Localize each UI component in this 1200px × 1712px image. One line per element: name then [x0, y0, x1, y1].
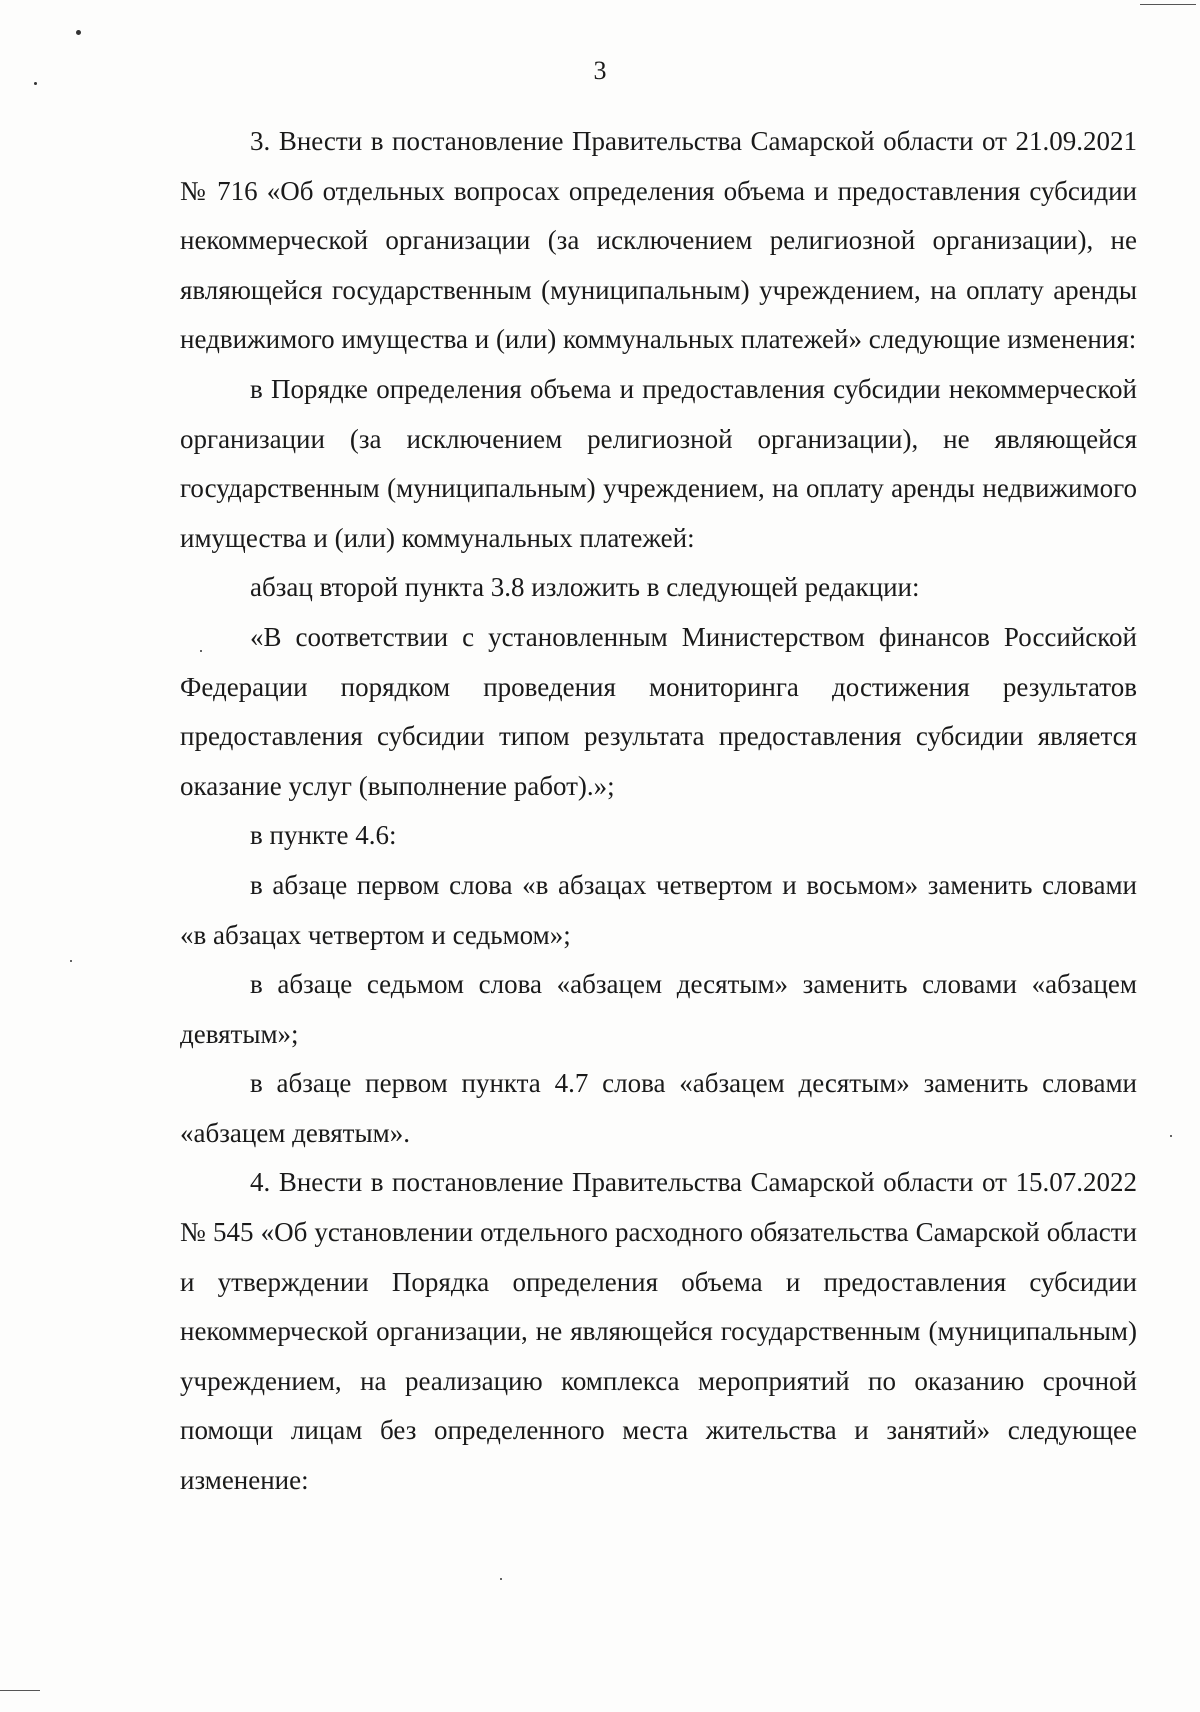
paragraph-clause-4-6: в пункте 4.6:	[250, 820, 397, 851]
paragraph-clause-4-7: в абзаце первом пункта 4.7 слова «абзацем десятым» заменить словами «абзацем девятым».	[180, 1068, 1137, 1148]
paragraph-first-subclause: в абзаце первом слова «в абзацах четвертом и восьмом» заменить словами «в абзацах четвертом и седьмом»;	[180, 869, 1137, 950]
scan-speck	[34, 82, 37, 85]
document-body	[180, 117, 1137, 1506]
paragraph-seventh-subclause: в абзаце седьмом слова «абзацем десятым» заменить словами «абзацем девятым»;	[180, 969, 1137, 1049]
scan-speck	[1170, 1135, 1172, 1137]
paragraph-item-3: 3. Внести в постановление Правительства Самарской области от 21.09.2021 № 716 «Об отдельных вопросах определения объема и предоставления субсидии некоммерческой организации (за исключением религиозной организации), не являющейся государственным (муниципальным) учреждением, на оплату аренды недвижимого имущества и (или) коммунальных платежей» следующие изменения:	[180, 126, 1137, 355]
scan-speck	[70, 960, 72, 962]
scan-speck	[76, 30, 81, 35]
scan-edge-mark	[0, 1690, 40, 1691]
paragraph-clause-3-8: абзац второй пункта 3.8 изложить в следующей редакции:	[250, 572, 920, 603]
paragraph-order-changes: в Порядке определения объема и предоставления субсидии некоммерческой организации (за исключением религиозной организации), не являющейся государственным (муниципальным) учреждением, на оплату аренды недвижимого имущества и (или) коммунальных платежей:	[180, 373, 1137, 553]
scan-edge-mark	[1140, 4, 1196, 5]
paragraph-new-wording: «В соответствии с установленным Министерством финансов Российской Федерации порядком проведения мониторинга достижения результатов предоставления субсидии типом результата предоставления субсидии является оказание услуг (выполнение работ).»;	[180, 621, 1137, 801]
page-number: 3	[593, 56, 607, 85]
paragraph-item-4: 4. Внести в постановление Правительства Самарской области от 15.07.2022 № 545 «Об установлении отдельного расходного обязательства Самарской области и утверждении Порядка определения объема и предоставления субсидии некоммерческой организации, не являющейся государственным (муниципальным) учреждением, на реализацию комплекса мероприятий по оказанию срочной помощи лицам без определенного места жительства и занятий» следующее изменение:	[180, 1167, 1137, 1496]
scan-speck	[500, 1578, 502, 1580]
scan-speck	[200, 650, 202, 652]
